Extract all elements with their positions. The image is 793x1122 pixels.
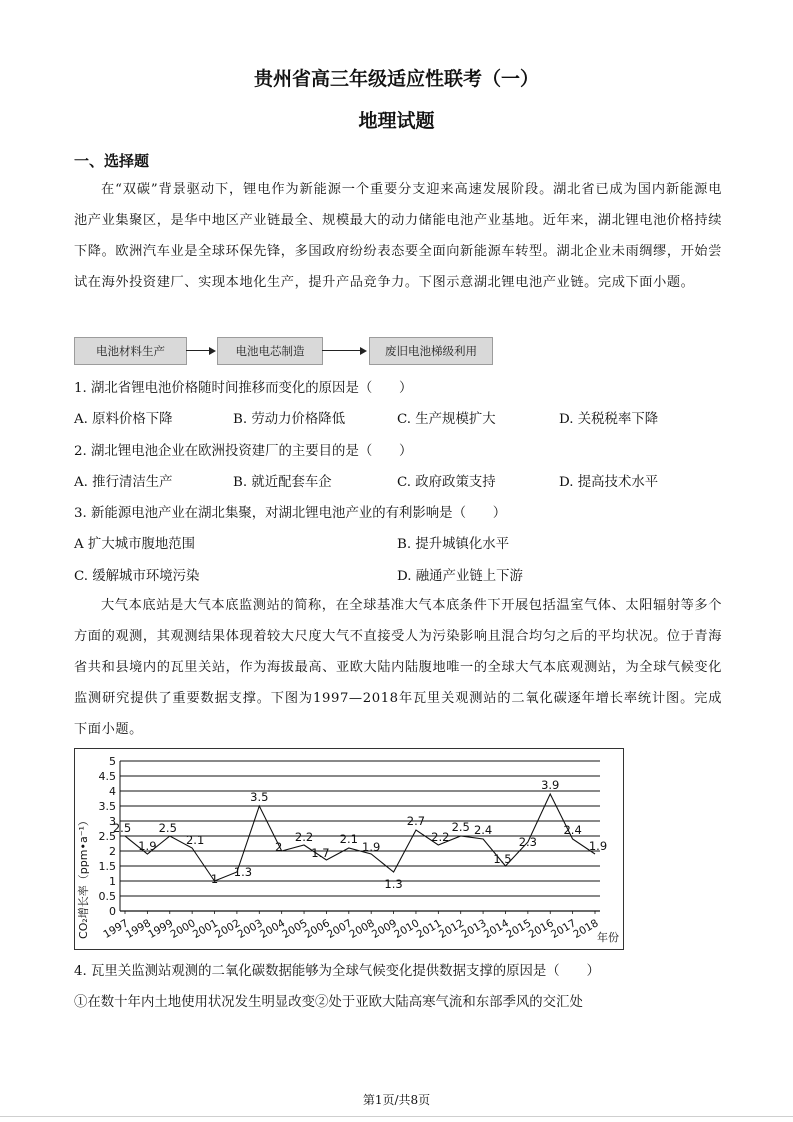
data-label: 2.2 <box>294 830 314 844</box>
co2-growth-chart <box>74 748 624 950</box>
question-3-option-a: A 扩大城市腹地范围 <box>74 537 196 552</box>
x-tick-label: 1997 <box>101 917 131 941</box>
data-label: 3.9 <box>541 778 560 792</box>
chart-canvas <box>75 749 623 949</box>
page-number: 第1页/共8页 <box>362 1093 431 1107</box>
passage-2: 大气本底站是大气本底监测站的简称，在全球基准大气本底条件下开展包括温室气体、太阳辐射等多个方面的观测，其观测结果体现着较大尺度大气不直接受人为污染影响且混合均匀之后的平均状况。位于青海省共和县境内的瓦里关站，作为海拔最高、亚欧大陆内陆腹地唯一的全球大气本底观测站，为全球气候变化监测研究提供了重要数据支撑。下图为1997—2018年瓦里关观测站的二氧化碳逐年增长率统计图。完成下面小题。 <box>74 598 723 737</box>
data-label: 2.1 <box>339 832 358 846</box>
question-2-option-b: B. 就近配套车企 <box>233 475 332 490</box>
x-tick-label: 2010 <box>392 917 422 941</box>
section-heading: 一、选择题 <box>74 152 150 170</box>
passage-1: 在“双碳”背景驱动下，锂电作为新能源一个重要分支迎来高速发展阶段。湖北省已成为国内新能源电池产业集聚区，是华中地区产业链最全、规模最大的动力储能电池产业基地。近年来，湖北锂电池价格持续下降。欧洲汽车业是全球环保先锋，多国政府纷纷表态要全面向新能源车转型。湖北企业未雨绸缪，开始尝试在海外投资建厂、实现本地化生产，提升产品竞争力。下图示意湖北锂电池产业链。完成下面小题。 <box>74 182 723 290</box>
x-tick-label: 2016 <box>526 917 556 941</box>
x-tick-label: 2002 <box>213 917 243 941</box>
x-tick-label: 1999 <box>146 917 176 941</box>
data-label: 1.3 <box>384 877 403 891</box>
y-tick-label: 1 <box>109 875 116 888</box>
data-label: 1.9 <box>138 839 157 853</box>
y-tick-label: 5 <box>109 755 116 768</box>
data-label: 2.5 <box>112 821 132 835</box>
data-label: 1.9 <box>362 840 381 854</box>
y-tick-label: 3 <box>109 815 116 828</box>
x-tick-label: 2012 <box>437 917 467 941</box>
question-2-stem: 2. 湖北锂电池企业在欧洲投资建厂的主要目的是（ ） <box>74 444 413 459</box>
x-tick-label: 1998 <box>123 917 153 941</box>
data-label: 1 <box>210 872 219 886</box>
data-label: 2.1 <box>185 833 205 847</box>
x-tick-label: 2006 <box>302 917 332 941</box>
x-tick-label: 2008 <box>347 917 377 941</box>
x-axis-label: 年份 <box>597 931 619 944</box>
flow-arrow <box>322 350 361 351</box>
question-1-option-b: B. 劳动力价格降低 <box>233 412 346 427</box>
x-tick-label: 2011 <box>414 917 444 941</box>
data-label: 2.7 <box>406 814 426 828</box>
question-3-option-d: D. 融通产业链上下游 <box>397 569 523 584</box>
question-1-option-c: C. 生产规模扩大 <box>397 412 496 427</box>
y-tick-label: 0 <box>109 905 116 918</box>
flow-step-cells: 电池电芯制造 <box>217 337 323 365</box>
question-3-option-c: C. 缓解城市环境污染 <box>74 569 200 584</box>
data-label: 2.4 <box>473 823 493 837</box>
question-2-option-c: C. 政府政策支持 <box>397 475 496 490</box>
question-1-option-d: D. 关税税率下降 <box>559 412 659 427</box>
data-label: 2.4 <box>563 823 582 837</box>
question-3-stem: 3. 新能源电池产业在湖北集聚，对湖北锂电池产业的有利影响是（ ） <box>74 506 507 521</box>
data-label: 1.9 <box>588 839 608 853</box>
x-tick-label: 2001 <box>190 917 221 941</box>
y-axis-label: CO₂增长率（ppm•a⁻¹） <box>77 815 90 939</box>
footer-divider <box>0 1116 793 1117</box>
question-1-option-a: A. 原料价格下降 <box>74 412 173 427</box>
data-label: 2.5 <box>158 821 177 835</box>
data-label: 2 <box>275 840 283 854</box>
data-label: 1.5 <box>493 852 512 866</box>
data-label: 1.7 <box>311 846 330 860</box>
question-2-option-d: D. 提高技术水平 <box>559 475 659 490</box>
y-tick-label: 4 <box>109 785 116 798</box>
x-tick-label: 2018 <box>571 917 601 941</box>
arrow-icon <box>209 347 216 355</box>
x-tick-label: 2017 <box>548 917 579 941</box>
y-tick-label: 4.5 <box>98 770 116 783</box>
x-tick-label: 2007 <box>325 917 355 941</box>
data-label: 2.3 <box>518 835 538 849</box>
y-tick-label: 1.5 <box>98 860 116 873</box>
data-label: 2.5 <box>451 820 470 834</box>
question-2-option-a: A. 推行清洁生产 <box>74 475 173 490</box>
y-tick-label: 0.5 <box>98 890 116 903</box>
y-tick-label: 2 <box>109 845 116 858</box>
arrow-icon <box>360 347 367 355</box>
x-tick-label: 2000 <box>168 917 198 941</box>
x-tick-label: 2003 <box>235 917 265 941</box>
exam-subtitle: 地理试题 <box>358 110 435 132</box>
flow-diagram <box>74 337 494 367</box>
flow-step-recycling: 废旧电池梯级利用 <box>369 337 493 365</box>
y-tick-label: 2.5 <box>98 830 116 843</box>
x-tick-label: 2004 <box>258 917 288 941</box>
x-tick-label: 2009 <box>369 917 400 941</box>
question-4-stem: 4. 瓦里关监测站观测的二氧化碳数据能够为全球气候变化提供数据支撑的原因是（ ） <box>74 964 600 979</box>
data-label: 3.5 <box>250 790 269 804</box>
data-label: 2.2 <box>431 830 450 844</box>
data-label: 1.3 <box>233 865 253 879</box>
flow-arrow <box>186 350 210 351</box>
x-tick-label: 2013 <box>459 917 489 941</box>
x-tick-label: 2005 <box>280 917 310 941</box>
x-tick-label: 2014 <box>481 917 511 941</box>
exam-title: 贵州省高三年级适应性联考（一） <box>253 68 539 90</box>
question-3-option-b: B. 提升城镇化水平 <box>397 537 510 552</box>
question-1-stem: 1. 湖北省锂电池价格随时间推移而变化的原因是（ ） <box>74 381 413 396</box>
y-tick-label: 3.5 <box>98 800 116 813</box>
x-tick-label: 2015 <box>504 917 534 941</box>
flow-step-materials: 电池材料生产 <box>74 337 187 365</box>
question-4-statement-line: ①在数十年内土地使用状况发生明显改变②处于亚欧大陆高寒气流和东部季风的交汇处 <box>74 995 583 1010</box>
